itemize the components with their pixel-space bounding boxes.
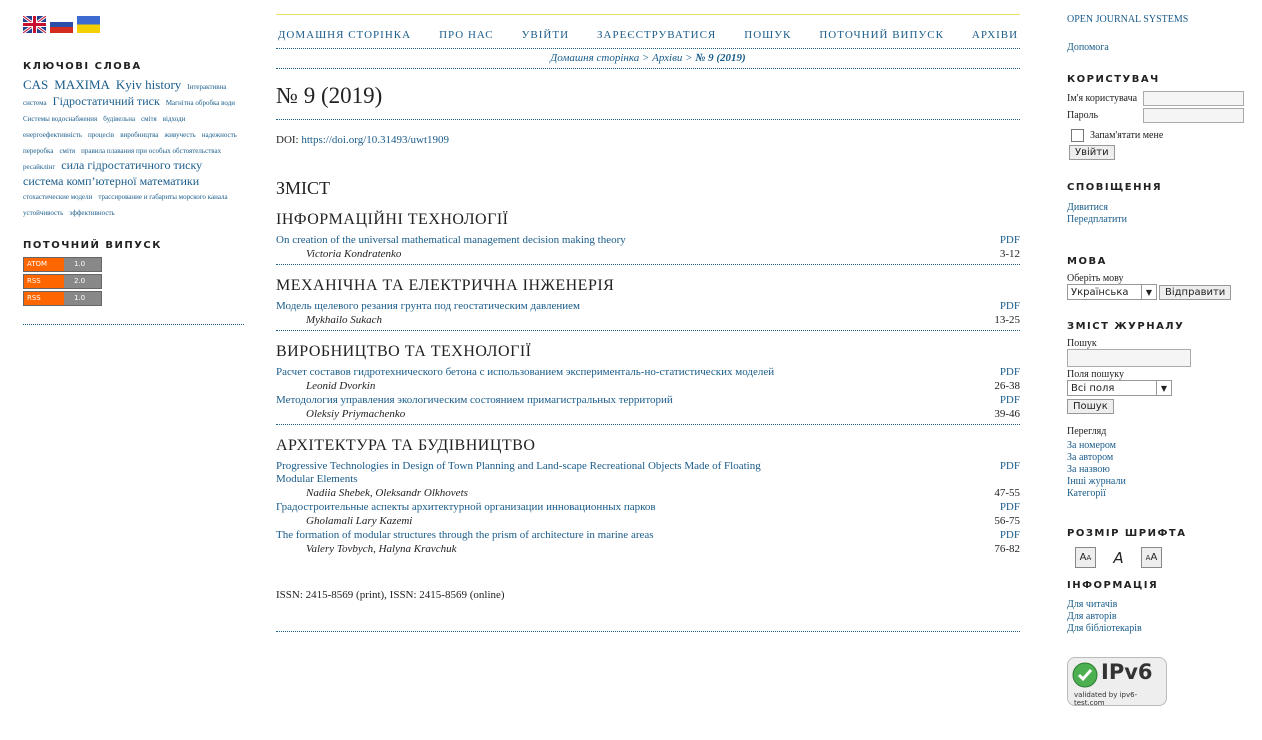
article-authors-row xyxy=(276,313,1020,328)
left-sidebar xyxy=(23,16,244,325)
issn: ISSN: 2415-8569 (print), ISSN: 2415-8569 (online) xyxy=(276,589,505,601)
article-row xyxy=(276,234,1020,247)
keyword-tag[interactable]: надежность xyxy=(201,131,237,139)
nav-about[interactable]: ПРО НАС xyxy=(439,29,494,41)
nav-login[interactable]: УВІЙТИ xyxy=(521,29,570,41)
browse-categories[interactable]: Категорії xyxy=(1067,488,1106,499)
article-authors: Nadiia Shebek, Oleksandr Olkhovets xyxy=(306,487,468,499)
keyword-tag[interactable]: живучесть xyxy=(164,131,196,139)
notif-subscribe-link[interactable]: Передплатити xyxy=(1067,214,1128,225)
keyword-tag[interactable]: Інтерактивна система xyxy=(23,83,227,107)
article-row xyxy=(276,300,1020,313)
username-row xyxy=(1067,91,1257,106)
pdf-link[interactable]: PDF xyxy=(999,300,1020,312)
article-pages: 56-75 xyxy=(994,515,1020,527)
breadcrumb-current[interactable]: № 9 (2019) xyxy=(695,52,746,64)
password-row xyxy=(1067,108,1257,123)
page-title: № 9 (2019) xyxy=(276,83,1020,120)
article-authors: Oleksiy Priymachenko xyxy=(306,408,406,420)
feed-badges xyxy=(23,257,244,306)
article-pages: 39-46 xyxy=(994,408,1020,420)
breadcrumb: Домашня сторінка > Архіви > № 9 (2019) xyxy=(276,49,1020,69)
pdf-link[interactable]: PDF xyxy=(999,234,1020,246)
article-title-link[interactable]: Progressive Technologies in Design of Town Planning and Land-scape Recreational Objects Made of Floating Modular Elements xyxy=(276,460,761,485)
notifications-title: СПОВІЩЕННЯ xyxy=(1067,182,1163,193)
pdf-link[interactable]: PDF xyxy=(999,394,1020,406)
browse-label: Перегляд xyxy=(1067,426,1107,437)
article-authors: Gholamali Lary Kazemi xyxy=(306,515,413,527)
article-row xyxy=(276,501,1020,514)
article-title-link[interactable]: Модель щелевого резания грунта под геостатическим давлением xyxy=(276,300,580,312)
ojs-link[interactable]: OPEN JOURNAL SYSTEMS xyxy=(1067,14,1189,25)
article-authors-row xyxy=(276,407,1020,422)
article-title-link[interactable]: Методология управления экологическим состоянием примагистральных территорий xyxy=(276,394,673,406)
russia-flag-icon[interactable] xyxy=(50,16,73,33)
keyword-tag[interactable]: Магнітна обробка води xyxy=(165,99,236,107)
section-title: АРХІТЕКТУРА ТА БУДІВНИЦТВО xyxy=(276,437,536,454)
help-link[interactable]: Допомога xyxy=(1067,42,1109,53)
notif-view-link[interactable]: Дивитися xyxy=(1067,202,1109,213)
keyword-tag[interactable]: эффективность xyxy=(69,209,115,217)
font-default-icon[interactable]: A xyxy=(1108,547,1129,568)
remember-checkbox[interactable] xyxy=(1071,129,1084,142)
language-flags xyxy=(23,16,244,33)
nav-home[interactable]: ДОМАШНЯ СТОРІНКА xyxy=(277,29,412,41)
article-row xyxy=(276,460,1020,486)
article-row xyxy=(276,529,1020,542)
nav-search[interactable]: ПОШУК xyxy=(744,29,792,41)
info-librarians[interactable]: Для бібліотекарів xyxy=(1067,623,1142,634)
keyword-tag[interactable]: смітя xyxy=(141,115,157,123)
keyword-tag[interactable]: переробка xyxy=(23,147,54,155)
keyword-tag[interactable]: процесів xyxy=(88,131,115,139)
divider xyxy=(276,330,1020,331)
article-authors-row xyxy=(276,247,1020,262)
password-input[interactable] xyxy=(1143,108,1244,123)
ukraine-flag-icon[interactable] xyxy=(77,16,100,33)
checkmark-icon xyxy=(1072,662,1098,688)
chevron-down-icon: ▼ xyxy=(1141,285,1156,299)
search-input[interactable] xyxy=(1067,349,1191,367)
ipv6-text: IPv6 xyxy=(1101,660,1153,684)
keyword-tag[interactable]: відходи xyxy=(162,115,186,123)
nav-register[interactable]: ЗАРЕЄСТРУВАТИСЯ xyxy=(597,29,717,41)
pdf-link[interactable]: PDF xyxy=(999,501,1020,513)
nav-archives[interactable]: АРХІВИ xyxy=(971,29,1019,41)
right-sidebar xyxy=(1067,14,1257,706)
keyword-tag[interactable]: сила гідростатичного тиску xyxy=(61,158,203,172)
article-pages: 13-25 xyxy=(994,314,1020,326)
main-content xyxy=(276,14,1020,632)
browse-list xyxy=(1067,440,1257,500)
search-label: Пошук xyxy=(1067,338,1097,349)
atom-feed-button[interactable]: ATOM 1.0 xyxy=(23,257,102,272)
uk-flag-icon[interactable] xyxy=(23,16,46,33)
nav-current[interactable]: ПОТОЧНИЙ ВИПУСК xyxy=(819,29,944,41)
keyword-tag[interactable]: енергоефективність xyxy=(23,131,83,139)
journal-content-title: ЗМІСТ ЖУРНАЛУ xyxy=(1067,321,1185,332)
article-authors-row xyxy=(276,486,1020,501)
search-field-label: Поля пошуку xyxy=(1067,369,1124,380)
article-title-link[interactable]: Расчет составов гидротехнического бетона с использованием эксперименталь-но-статистических моделей xyxy=(276,366,775,378)
font-size-controls xyxy=(1067,547,1257,568)
ipv6-subtext: validated by ipv6-test.com xyxy=(1074,691,1138,707)
keyword-tag[interactable]: система комп’ютерної математики xyxy=(23,174,200,188)
browse-by-author[interactable]: За автором xyxy=(1067,452,1114,463)
keyword-tag[interactable]: MAXIMA xyxy=(54,77,110,92)
keyword-cloud xyxy=(23,78,244,220)
toc-title: ЗМІСТ xyxy=(276,178,331,198)
keyword-tag[interactable]: Системы водоснабжения xyxy=(23,115,98,123)
keywords-title: КЛЮЧОВІ СЛОВА xyxy=(23,61,142,72)
username-label: Ім'я користувача xyxy=(1067,93,1138,104)
keyword-tag[interactable]: трассирование и габариты морского канала xyxy=(98,193,228,201)
keyword-tag[interactable]: смітя xyxy=(59,147,76,155)
keyword-tag[interactable]: Kyiv history xyxy=(115,77,182,92)
language-title: МОВА xyxy=(1067,256,1107,267)
article-pages: 76-82 xyxy=(994,543,1020,555)
keyword-tag[interactable]: будівельна xyxy=(103,115,136,123)
browse-by-title[interactable]: За назвою xyxy=(1067,464,1110,475)
article-title-link[interactable]: The formation of modular structures through the prism of architecture in marine areas xyxy=(276,529,654,541)
main-nav xyxy=(276,15,1020,49)
login-button[interactable]: Увійти xyxy=(1069,145,1115,160)
user-title: КОРИСТУВАЧ xyxy=(1067,74,1160,85)
ipv6-badge[interactable] xyxy=(1067,657,1167,706)
article-authors: Valery Tovbych, Halyna Kravchuk xyxy=(306,543,457,555)
remember-label: Запам'ятати мене xyxy=(1090,129,1164,141)
browse-by-issue[interactable]: За номером xyxy=(1067,440,1117,451)
article-pages: 47-55 xyxy=(994,487,1020,499)
divider xyxy=(276,631,1020,632)
article-authors: Victoria Kondratenko xyxy=(306,248,402,260)
rss1-feed-button[interactable]: RSS 1.0 xyxy=(23,291,102,306)
password-label: Пароль xyxy=(1067,110,1099,121)
remember-row xyxy=(1067,129,1257,142)
font-small-icon[interactable]: A A xyxy=(1075,547,1096,568)
doi-line: DOI: https://doi.org/10.31493/uwt1909 xyxy=(276,134,450,146)
divider xyxy=(276,424,1020,425)
language-submit-button[interactable]: Відправити xyxy=(1159,285,1231,300)
info-readers[interactable]: Для читачів xyxy=(1067,599,1118,610)
information-title: ІНФОРМАЦІЯ xyxy=(1067,580,1159,591)
article-authors-row xyxy=(276,542,1020,557)
info-list xyxy=(1067,599,1257,635)
chevron-down-icon: ▼ xyxy=(1156,381,1171,395)
info-authors[interactable]: Для авторів xyxy=(1067,611,1117,622)
keyword-tag[interactable]: CAS xyxy=(23,77,49,92)
article-authors-row xyxy=(276,514,1020,529)
language-choose-label: Оберіть мову xyxy=(1067,273,1124,284)
keyword-tag[interactable]: ресайклінг xyxy=(23,163,56,171)
divider xyxy=(276,264,1020,265)
pdf-link[interactable]: PDF xyxy=(999,366,1020,378)
article-row xyxy=(276,394,1020,407)
section-title: ВИРОБНИЦТВО ТА ТЕХНОЛОГІЇ xyxy=(276,343,532,360)
article-title-link[interactable]: On creation of the universal mathematical management decision making theory xyxy=(276,234,626,246)
font-large-icon[interactable]: A A xyxy=(1141,547,1162,568)
keyword-tag[interactable]: Гідростатичний тиск xyxy=(52,94,160,108)
article-row xyxy=(276,366,1020,379)
rss2-feed-button[interactable]: RSS 2.0 xyxy=(23,274,102,289)
keyword-tag[interactable]: виробництва xyxy=(120,131,159,139)
search-button[interactable]: Пошук xyxy=(1067,399,1114,414)
username-input[interactable] xyxy=(1143,91,1244,106)
section-title: МЕХАНІЧНА ТА ЕЛЕКТРИЧНА ІНЖЕНЕРІЯ xyxy=(276,277,615,294)
article-pages: 3-12 xyxy=(999,248,1020,260)
divider xyxy=(23,324,244,325)
doi-link[interactable]: https://doi.org/10.31493/uwt1909 xyxy=(301,134,450,146)
article-authors: Mykhailo Sukach xyxy=(306,314,383,326)
language-select[interactable]: Українська ▼ xyxy=(1067,284,1157,300)
section-title: ІНФОРМАЦІЙНІ ТЕХНОЛОГІЇ xyxy=(276,211,509,228)
pdf-link[interactable]: PDF xyxy=(999,460,1020,472)
browse-other-journals[interactable]: Інші журнали xyxy=(1067,476,1126,487)
search-field-select[interactable]: Всі поля ▼ xyxy=(1067,380,1172,396)
breadcrumb-home[interactable]: Домашня сторінка xyxy=(550,52,640,64)
keyword-tag[interactable]: правила плавания при особых обстоятельствах xyxy=(81,147,222,155)
article-pages: 26-38 xyxy=(994,380,1020,392)
keyword-tag[interactable]: устойчивость xyxy=(23,209,64,217)
article-title-link[interactable]: Градостроительные аспекты архитектурной организации инновационных парков xyxy=(276,501,656,513)
article-authors: Leonid Dvorkin xyxy=(306,380,376,392)
current-issue-title: ПОТОЧНИЙ ВИПУСК xyxy=(23,240,162,251)
pdf-link[interactable]: PDF xyxy=(999,529,1020,541)
font-size-title: РОЗМІР ШРИФТА xyxy=(1067,528,1187,539)
keyword-tag[interactable]: стохастические модели xyxy=(23,193,93,201)
breadcrumb-archives[interactable]: Архіви xyxy=(652,52,683,64)
toc-sections xyxy=(276,211,1020,557)
article-authors-row xyxy=(276,379,1020,394)
